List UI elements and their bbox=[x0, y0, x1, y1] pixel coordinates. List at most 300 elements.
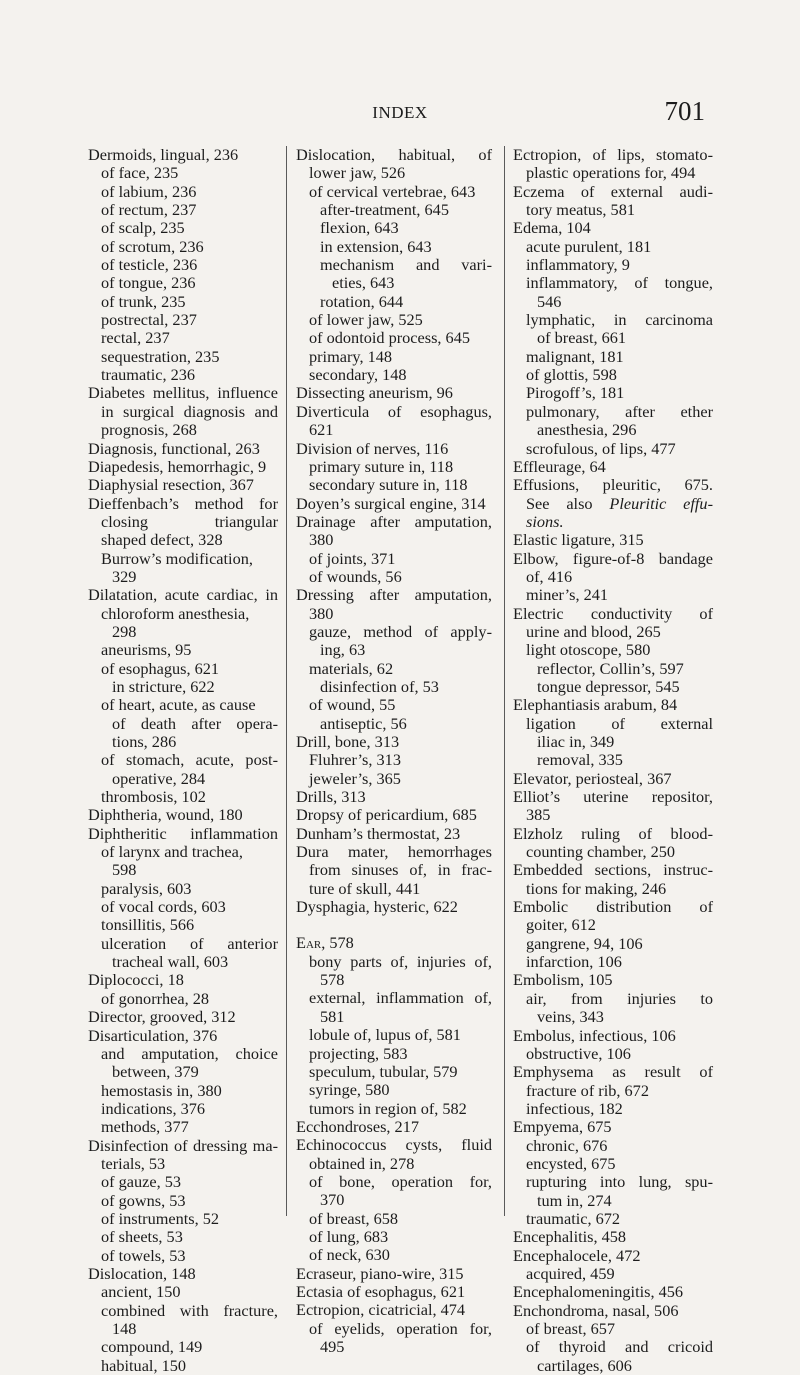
entry-text: 380 bbox=[309, 530, 334, 550]
entry-text: 581 bbox=[320, 1006, 345, 1026]
entry-text: external, inflammation of, bbox=[309, 988, 492, 1008]
entry-text: inflammatory, 9 bbox=[526, 255, 630, 275]
entry-text: gangrene, 94, 106 bbox=[526, 933, 643, 953]
index-entry bbox=[513, 770, 713, 788]
entry-text: 598 bbox=[112, 860, 137, 880]
index-subentry bbox=[296, 1320, 492, 1338]
index-entry bbox=[513, 1027, 713, 1045]
index-entry bbox=[513, 476, 713, 494]
index-subentry bbox=[513, 586, 713, 604]
index-entry bbox=[296, 1283, 492, 1301]
index-subentry bbox=[513, 293, 713, 311]
entry-text: habitual, 150 bbox=[101, 1355, 187, 1375]
entry-text: Dilatation, acute cardiac, in bbox=[88, 585, 278, 605]
index-subentry bbox=[513, 751, 713, 769]
index-entry bbox=[88, 971, 278, 989]
index-subentry bbox=[513, 641, 713, 659]
index-subentry bbox=[296, 971, 492, 989]
entry-text: inflammatory, of tongue, bbox=[526, 273, 713, 293]
index-entry bbox=[88, 384, 278, 402]
entry-text: of gauze, 53 bbox=[101, 1172, 182, 1192]
index-subentry bbox=[296, 311, 492, 329]
entry-text: of testicle, 236 bbox=[101, 255, 198, 275]
index-subentry bbox=[513, 403, 713, 421]
index-subentry bbox=[88, 1302, 278, 1320]
entry-text: ture of skull, 441 bbox=[309, 878, 421, 898]
index-entry bbox=[296, 806, 492, 824]
index-subentry bbox=[513, 311, 713, 329]
index-subentry bbox=[88, 1082, 278, 1100]
index-entry bbox=[513, 219, 713, 237]
entry-text: Ecraseur, piano-wire, 315 bbox=[296, 1263, 464, 1283]
index-subentry bbox=[88, 550, 278, 568]
entry-text: lower jaw, 526 bbox=[309, 163, 406, 183]
index-entry bbox=[88, 495, 278, 513]
entry-text: Electric conductivity of bbox=[513, 603, 713, 623]
entry-text: 621 bbox=[309, 420, 334, 440]
index-subentry bbox=[88, 531, 278, 549]
entry-text: ancient, 150 bbox=[101, 1282, 181, 1302]
entry-text: Diphtheria, wound, 180 bbox=[88, 805, 243, 825]
entry-text: materials, 62 bbox=[309, 658, 394, 678]
index-subentry bbox=[513, 1045, 713, 1063]
index-subentry bbox=[513, 990, 713, 1008]
entry-text: Disinfection of dressing ma- bbox=[88, 1135, 278, 1155]
entry-text: of rectum, 237 bbox=[101, 200, 197, 220]
index-subentry bbox=[513, 1357, 713, 1375]
entry-text: 329 bbox=[112, 566, 137, 586]
index-entry bbox=[296, 898, 492, 916]
index-subentry bbox=[88, 623, 278, 641]
index-subentry bbox=[88, 238, 278, 256]
entry-text: of neck, 630 bbox=[309, 1245, 390, 1265]
entry-text: indications, 376 bbox=[101, 1098, 206, 1118]
entry-text: Division of nerves, 116 bbox=[296, 438, 449, 458]
running-title: INDEX bbox=[372, 103, 428, 122]
entry-text: 370 bbox=[320, 1190, 345, 1210]
index-subentry bbox=[296, 953, 492, 971]
entry-text: Elephantiasis arabum, 84 bbox=[513, 695, 678, 715]
entry-text: Embolus, infectious, 106 bbox=[513, 1025, 676, 1045]
index-subentry bbox=[88, 1118, 278, 1136]
index-subentry bbox=[88, 219, 278, 237]
index-entry bbox=[513, 1302, 713, 1320]
index-entry bbox=[513, 1228, 713, 1246]
index-entry bbox=[296, 825, 492, 843]
entry-text: of gowns, 53 bbox=[101, 1190, 186, 1210]
index-subentry bbox=[296, 1045, 492, 1063]
entry-text: Elliot’s uterine repositor, bbox=[513, 787, 713, 807]
entry-text: Embolic distribution of bbox=[513, 897, 713, 917]
index-subentry bbox=[513, 440, 713, 458]
index-subentry bbox=[296, 476, 492, 494]
index-entry bbox=[296, 1301, 492, 1319]
index-subentry bbox=[513, 274, 713, 292]
index-entry bbox=[88, 458, 278, 476]
index-entry bbox=[296, 586, 492, 604]
entry-text: after-treatment, 645 bbox=[320, 200, 449, 220]
entry-text: pulmonary, after ether bbox=[526, 401, 713, 421]
page-header bbox=[0, 0, 800, 130]
entry-text: Drills, 313 bbox=[296, 787, 366, 807]
index-subentry bbox=[513, 916, 713, 934]
index-subentry bbox=[296, 880, 492, 898]
index-subentry bbox=[88, 953, 278, 971]
entry-text: antiseptic, 56 bbox=[320, 713, 407, 733]
index-subentry bbox=[88, 788, 278, 806]
index-subentry bbox=[513, 256, 713, 274]
entry-text: Drill, bone, 313 bbox=[296, 732, 400, 751]
entry-text: of tongue, 236 bbox=[101, 273, 196, 293]
entry-text: Eczema of external audi- bbox=[513, 181, 713, 201]
index-subentry bbox=[296, 201, 492, 219]
index-entry bbox=[513, 861, 713, 879]
index-subentry bbox=[88, 274, 278, 292]
entry-text: jeweler’s, 365 bbox=[309, 768, 401, 788]
index-subentry bbox=[296, 770, 492, 788]
index-entry bbox=[296, 440, 492, 458]
index-subentry bbox=[296, 1173, 492, 1191]
index-subentry bbox=[513, 880, 713, 898]
entry-text: 298 bbox=[112, 621, 137, 641]
entry-text: goiter, 612 bbox=[526, 915, 596, 935]
entry-text: 546 bbox=[537, 291, 562, 311]
entry-text: methods, 377 bbox=[101, 1117, 189, 1137]
index-subentry bbox=[296, 861, 492, 879]
index-subentry bbox=[296, 164, 492, 182]
index-subentry bbox=[513, 568, 713, 586]
entry-text: thrombosis, 102 bbox=[101, 787, 206, 807]
entry-text: ing, 63 bbox=[320, 640, 366, 660]
entry-text: of cervical vertebrae, 643 bbox=[309, 181, 476, 201]
entry-text: of wounds, 56 bbox=[309, 566, 402, 586]
entry-text: 148 bbox=[112, 1319, 137, 1338]
entry-text: Drainage after amputation, bbox=[296, 511, 492, 531]
entry-text: See also bbox=[526, 493, 610, 513]
entry-text: Burrow’s modification, bbox=[101, 548, 253, 568]
entry-text: 380 bbox=[309, 603, 334, 623]
index-entry bbox=[513, 1118, 713, 1136]
index-subentry bbox=[513, 843, 713, 861]
index-subentry bbox=[513, 421, 713, 439]
index-subentry bbox=[296, 238, 492, 256]
index-entry bbox=[513, 605, 713, 623]
index-subentry bbox=[513, 495, 713, 513]
index-subentry bbox=[88, 1100, 278, 1118]
index-entry bbox=[296, 1136, 492, 1154]
entry-text: plastic operations for, 494 bbox=[526, 163, 696, 183]
entry-text: in stricture, 622 bbox=[112, 676, 215, 696]
entry-text: scrofulous, of lips, 477 bbox=[526, 438, 676, 458]
index-subentry bbox=[513, 935, 713, 953]
index-entry bbox=[513, 183, 713, 201]
index-subentry bbox=[88, 293, 278, 311]
index-entry bbox=[513, 550, 713, 568]
entry-text: Pirogoff’s, 181 bbox=[526, 383, 625, 403]
index-subentry bbox=[88, 843, 278, 861]
entry-text: Elastic ligature, 315 bbox=[513, 530, 644, 550]
index-subentry bbox=[296, 348, 492, 366]
entry-text: syringe, 580 bbox=[309, 1080, 390, 1100]
index-entry bbox=[296, 843, 492, 861]
entry-text: of trunk, 235 bbox=[101, 291, 186, 311]
entry-text: Elbow, figure-of-8 bandage bbox=[513, 548, 713, 568]
entry-text: Dissecting aneurism, 96 bbox=[296, 383, 453, 403]
entry-text: fracture of rib, 672 bbox=[526, 1080, 649, 1100]
index-subentry bbox=[296, 183, 492, 201]
entry-text: Dura mater, hemorrhages bbox=[296, 842, 492, 862]
entry-text: Ectropion, of lips, stomato- bbox=[513, 145, 713, 164]
entry-text: of eyelids, operation for, bbox=[309, 1318, 492, 1338]
index-entry bbox=[296, 146, 492, 164]
index-subentry bbox=[513, 1320, 713, 1338]
entry-text: postrectal, 237 bbox=[101, 310, 197, 330]
index-entry bbox=[88, 1137, 278, 1155]
index-subentry bbox=[296, 531, 492, 549]
entry-text: combined with fracture, bbox=[101, 1300, 278, 1320]
index-subentry bbox=[513, 715, 713, 733]
entry-text: Diverticula of esophagus, bbox=[296, 401, 492, 421]
entry-text: rupturing into lung, spu- bbox=[526, 1172, 713, 1192]
index-subentry bbox=[88, 1045, 278, 1063]
entry-text: ulceration of anterior bbox=[101, 933, 278, 953]
index-entry bbox=[513, 898, 713, 916]
entry-text: Fluhrer’s, 313 bbox=[309, 750, 401, 770]
index-entry bbox=[296, 495, 492, 513]
entry-text: Elevator, periosteal, 367 bbox=[513, 768, 672, 788]
index-subentry bbox=[88, 880, 278, 898]
index-entry bbox=[513, 1063, 713, 1081]
entry-text: Diagnosis, functional, 263 bbox=[88, 438, 260, 458]
index-subentry bbox=[513, 623, 713, 641]
entry-text: Encephalocele, 472 bbox=[513, 1245, 641, 1265]
entry-text: urine and blood, 265 bbox=[526, 621, 661, 641]
index-subentry bbox=[296, 458, 492, 476]
index-subentry bbox=[513, 238, 713, 256]
index-entry bbox=[88, 1008, 278, 1026]
entry-text: shaped defect, 328 bbox=[101, 530, 223, 550]
index-entry bbox=[513, 146, 713, 164]
index-subentry bbox=[513, 201, 713, 219]
entry-text: of odontoid process, 645 bbox=[309, 328, 470, 348]
entry-text: Echinococcus cysts, fluid bbox=[296, 1135, 492, 1155]
index-entry bbox=[513, 1247, 713, 1265]
index-entry bbox=[88, 825, 278, 843]
index-subentry bbox=[296, 660, 492, 678]
entry-text: of esophagus, 621 bbox=[101, 658, 220, 678]
entry-text: acquired, 459 bbox=[526, 1263, 615, 1283]
index-entry bbox=[88, 1265, 278, 1283]
entry-text: terials, 53 bbox=[101, 1153, 166, 1173]
index-entry bbox=[296, 513, 492, 531]
entry-text: secondary suture in, 118 bbox=[309, 475, 468, 495]
entry-text: tions, 286 bbox=[112, 732, 177, 751]
entry-text: anesthesia, 296 bbox=[537, 420, 637, 440]
entry-text: 578 bbox=[320, 970, 345, 990]
index-subentry bbox=[296, 678, 492, 696]
index-entry bbox=[296, 934, 492, 952]
entry-text: from sinuses of, in frac- bbox=[309, 860, 492, 880]
index-subentry bbox=[296, 568, 492, 586]
entry-text: ligation of external bbox=[526, 713, 713, 733]
index-subentry bbox=[88, 183, 278, 201]
entry-text: Director, grooved, 312 bbox=[88, 1007, 236, 1027]
index-subentry bbox=[88, 916, 278, 934]
entry-text: of heart, acute, as cause bbox=[101, 695, 256, 715]
entry-text: Ectropion, cicatricial, 474 bbox=[296, 1300, 466, 1320]
index-subentry bbox=[513, 1100, 713, 1118]
index-subentry bbox=[513, 329, 713, 347]
entry-text: 495 bbox=[320, 1337, 345, 1356]
index-subentry bbox=[513, 1155, 713, 1173]
entry-text: Encephalitis, 458 bbox=[513, 1227, 627, 1247]
index-subentry bbox=[513, 953, 713, 971]
index-subentry bbox=[88, 715, 278, 733]
index-subentry bbox=[88, 1283, 278, 1301]
entry-text: tory meatus, 581 bbox=[526, 200, 635, 220]
index-entry bbox=[296, 1118, 492, 1136]
entry-text: closing triangular bbox=[101, 511, 278, 531]
entry-text: tum in, 274 bbox=[537, 1190, 612, 1210]
index-subentry bbox=[88, 733, 278, 751]
index-subentry bbox=[88, 348, 278, 366]
index-column-2 bbox=[296, 146, 492, 1356]
index-entry bbox=[88, 806, 278, 824]
entry-text: prognosis, 268 bbox=[101, 420, 197, 440]
entry-text: of breast, 661 bbox=[537, 328, 627, 348]
entry-text: sequestration, 235 bbox=[101, 346, 220, 366]
entry-text: of thyroid and cricoid bbox=[526, 1337, 713, 1357]
index-subentry bbox=[513, 733, 713, 751]
index-entry bbox=[296, 384, 492, 402]
index-subentry bbox=[296, 1026, 492, 1044]
index-subentry bbox=[88, 1210, 278, 1228]
entry-text: projecting, 583 bbox=[309, 1043, 408, 1063]
index-entry bbox=[88, 1027, 278, 1045]
entry-text: Diplococci, 18 bbox=[88, 970, 184, 990]
entry-text: of scalp, 235 bbox=[101, 218, 185, 238]
index-subentry bbox=[513, 1137, 713, 1155]
entry-text: encysted, 675 bbox=[526, 1153, 616, 1173]
entry-text: tions for making, 246 bbox=[526, 878, 667, 898]
entry-text: Diphtheritic inflammation bbox=[88, 823, 278, 843]
index-subentry bbox=[513, 513, 713, 531]
entry-text: rectal, 237 bbox=[101, 328, 170, 348]
index-subentry bbox=[88, 201, 278, 219]
entry-text: in surgical diagnosis and bbox=[101, 401, 278, 421]
index-subentry bbox=[88, 678, 278, 696]
index-subentry bbox=[88, 1173, 278, 1191]
index-subentry bbox=[88, 1228, 278, 1246]
index-subentry bbox=[513, 1265, 713, 1283]
index-entry bbox=[296, 733, 492, 751]
entry-text: Effleurage, 64 bbox=[513, 456, 606, 476]
index-subentry bbox=[88, 1338, 278, 1356]
index-entry bbox=[513, 788, 713, 806]
index-subentry bbox=[296, 1191, 492, 1209]
index-subentry bbox=[88, 513, 278, 531]
entry-text: Dropsy of pericardium, 685 bbox=[296, 805, 477, 825]
entry-text: flexion, 643 bbox=[320, 218, 399, 238]
entry-text: mechanism and vari- bbox=[320, 255, 492, 275]
entry-text: eties, 643 bbox=[332, 273, 395, 293]
entry-text: of breast, 657 bbox=[526, 1319, 616, 1338]
entry-text: of towels, 53 bbox=[101, 1245, 186, 1265]
index-subentry bbox=[88, 1320, 278, 1338]
index-subentry bbox=[296, 696, 492, 714]
entry-text: Elzholz ruling of blood- bbox=[513, 823, 713, 843]
index-subentry bbox=[88, 641, 278, 659]
entry-text: of face, 235 bbox=[101, 163, 179, 183]
index-subentry bbox=[88, 421, 278, 439]
entry-text: reflector, Collin’s, 597 bbox=[537, 658, 684, 678]
entry-text: Dieffenbach’s method for bbox=[88, 493, 278, 513]
entry-text: Enchondroma, nasal, 506 bbox=[513, 1300, 679, 1320]
entry-text: speculum, tubular, 579 bbox=[309, 1061, 458, 1081]
entry-cross-reference: sions. bbox=[526, 511, 564, 531]
entry-text: acute purulent, 181 bbox=[526, 236, 652, 256]
entry-text: Encephalomeningitis, 456 bbox=[513, 1282, 684, 1302]
index-subentry bbox=[88, 329, 278, 347]
entry-text: Doyen’s surgical engine, 314 bbox=[296, 493, 486, 513]
index-column-1 bbox=[88, 146, 278, 1375]
index-entry bbox=[88, 440, 278, 458]
index-subentry bbox=[88, 1357, 278, 1375]
column-divider bbox=[504, 146, 505, 1216]
index-entry bbox=[88, 146, 278, 164]
index-subentry bbox=[88, 1063, 278, 1081]
index-subentry bbox=[513, 1192, 713, 1210]
entry-text: gauze, method of apply- bbox=[309, 621, 492, 641]
entry-text: Effusions, pleuritic, 675. bbox=[513, 475, 713, 495]
entry-text: of death after opera- bbox=[112, 713, 278, 733]
index-subentry bbox=[88, 568, 278, 586]
entry-text: paralysis, 603 bbox=[101, 878, 192, 898]
index-entry bbox=[88, 476, 278, 494]
entry-text: Ear, 578 bbox=[296, 933, 354, 953]
entry-text: bony parts of, injuries of, bbox=[309, 951, 492, 971]
index-entry bbox=[88, 586, 278, 604]
index-subentry bbox=[296, 1228, 492, 1246]
entry-text: tumors in region of, 582 bbox=[309, 1098, 467, 1118]
index-subentry bbox=[513, 1210, 713, 1228]
entry-text: Dressing after amputation, bbox=[296, 585, 492, 605]
entry-text: of scrotum, 236 bbox=[101, 236, 204, 256]
entry-text: Dislocation, habitual, of bbox=[296, 145, 492, 164]
entry-text: Edema, 104 bbox=[513, 218, 591, 238]
index-subentry bbox=[88, 660, 278, 678]
entry-text: compound, 149 bbox=[101, 1337, 203, 1357]
index-entry bbox=[513, 458, 713, 476]
entry-text: primary, 148 bbox=[309, 346, 393, 366]
entry-text: infectious, 182 bbox=[526, 1098, 623, 1118]
entry-text: tonsillitis, 566 bbox=[101, 915, 195, 935]
entry-text: operative, 284 bbox=[112, 768, 206, 788]
index-subentry bbox=[296, 256, 492, 274]
entry-text: miner’s, 241 bbox=[526, 585, 609, 605]
index-subentry bbox=[88, 751, 278, 769]
entry-text: of sheets, 53 bbox=[101, 1227, 183, 1247]
index-subentry bbox=[88, 605, 278, 623]
entry-text: of stomach, acute, post- bbox=[101, 750, 278, 770]
entry-text: between, 379 bbox=[112, 1062, 199, 1082]
entry-text: Ecchondroses, 217 bbox=[296, 1116, 419, 1136]
index-subentry bbox=[296, 1210, 492, 1228]
entry-text: removal, 335 bbox=[537, 750, 623, 770]
entry-cross-reference: Pleuritic effu- bbox=[609, 493, 713, 513]
index-entry bbox=[513, 971, 713, 989]
entry-text: Diabetes mellitus, influence bbox=[88, 383, 278, 403]
